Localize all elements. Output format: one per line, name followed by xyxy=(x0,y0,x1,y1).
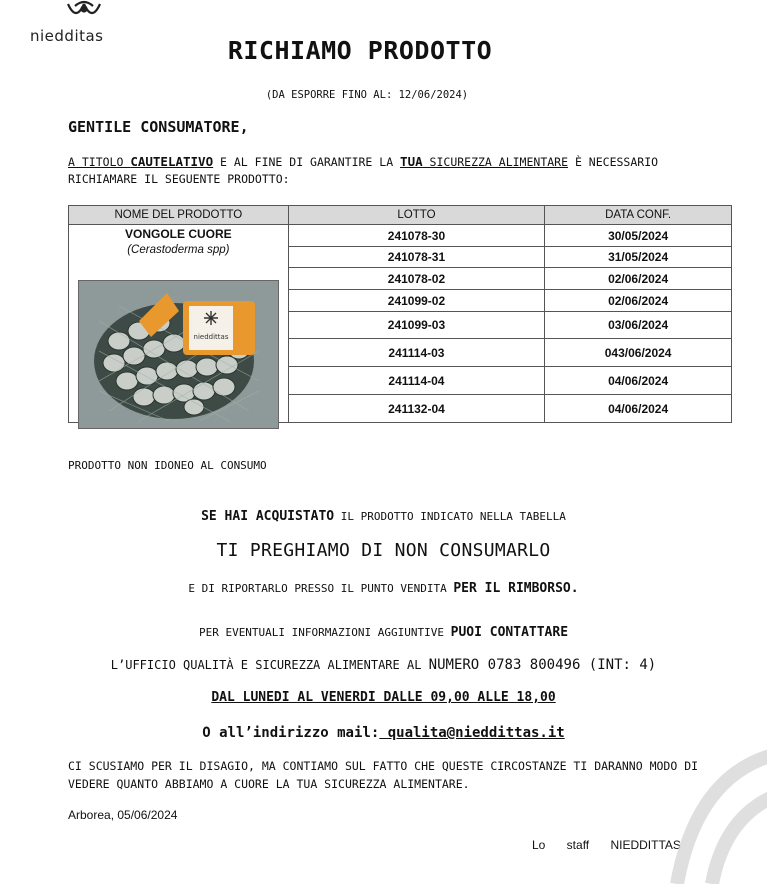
lot-cell: 241099-03 xyxy=(288,312,545,339)
lot-cell: 241078-02 xyxy=(288,268,545,290)
tag-label: nieddittas xyxy=(193,333,229,341)
email-line xyxy=(0,725,767,741)
intro-part: È NECESSARIO RICHIAMARE IL SEGUENTE PRODOTTO: xyxy=(68,155,659,186)
lot-cell: 241114-03 xyxy=(288,339,545,367)
header-date: DATA CONF. xyxy=(545,206,732,225)
lot-cell: 241078-31 xyxy=(288,247,545,268)
date-cell: 02/06/2024 xyxy=(545,268,732,290)
intro-paragraph xyxy=(68,153,708,188)
info-rest: PER EVENTUALI INFORMAZIONI AGGIUNTIVE xyxy=(198,626,451,639)
product-name: VONGOLE CUORE xyxy=(125,227,232,241)
header-product: NOME DEL PRODOTTO xyxy=(69,206,289,225)
intro-part: SICUREZZA ALIMENTARE xyxy=(422,155,569,169)
refund-emph: PER IL RIMBORSO. xyxy=(453,581,579,596)
info-line xyxy=(0,625,767,640)
brand-wordmark: niedditas xyxy=(30,27,104,45)
contact-emph: PUOI CONTATTARE xyxy=(450,625,569,640)
table-row xyxy=(69,225,732,247)
lot-cell: 241114-04 xyxy=(288,367,545,395)
return-line xyxy=(0,581,767,596)
signature: Lo staff NIEDDITTAS xyxy=(532,838,681,852)
intro-emph-cautelativo: CAUTELATIVO xyxy=(130,154,214,169)
date-cell: 03/06/2024 xyxy=(545,312,732,339)
office-label: L’UFFICIO QUALITÀ E SICUREZZA ALIMENTARE AL xyxy=(110,658,429,672)
email-link[interactable]: qualita@nieddittas.it xyxy=(379,725,565,741)
date-cell: 04/06/2024 xyxy=(545,395,732,423)
place-date: Arborea, 05/06/2024 xyxy=(68,808,178,822)
hours-line: DAL LUNEDI AL VENERDI DALLE 09,00 ALLE 18,00 xyxy=(211,690,556,705)
page-title: RICHIAMO PRODOTTO xyxy=(227,36,493,65)
display-until: (DA ESPORRE FINO AL: 12/06/2024) xyxy=(265,89,469,101)
date-cell: 30/05/2024 xyxy=(545,225,732,247)
phone-line xyxy=(0,657,767,673)
lot-cell: 241099-02 xyxy=(288,290,545,312)
product-scientific-name: (Cerastoderma spp) xyxy=(127,244,230,256)
do-not-consume-line: TI PREGHIAMO DI NON CONSUMARLO xyxy=(216,540,551,561)
header-lot: LOTTO xyxy=(288,206,545,225)
watermark-shell-icon xyxy=(657,734,767,884)
intro-emph-tua: TUA xyxy=(400,154,423,169)
purchase-rest: IL PRODOTTO INDICATO NELLA TABELLA xyxy=(334,510,566,523)
purchase-emph: SE HAI ACQUISTATO xyxy=(201,509,335,524)
greeting: GENTILE CONSUMATORE, xyxy=(68,118,249,136)
closing-paragraph: CI SCUSIAMO PER IL DISAGIO, MA CONTIAMO SUL FATTO CHE QUESTE CIRCOSTANZE TI DARANNO MODO DI VEDERE QUANTO ABBIAMO A CUORE LA TUA SICUREZZA ALIMENTARE. xyxy=(68,759,699,791)
lot-cell: 241132-04 xyxy=(288,395,545,423)
unfit-notice: PRODOTTO NON IDONEO AL CONSUMO xyxy=(68,459,267,472)
return-rest: E DI RIPORTARLO PRESSO IL PUNTO VENDITA xyxy=(188,582,454,595)
date-cell: 02/06/2024 xyxy=(545,290,732,312)
shell-mark-icon xyxy=(68,2,100,13)
purchase-line xyxy=(0,509,767,524)
product-photo xyxy=(78,280,279,429)
table-header-row xyxy=(69,206,732,225)
tag-logo-icon xyxy=(204,311,218,325)
email-label: O all’indirizzo mail: xyxy=(202,725,380,741)
date-cell: 043/06/2024 xyxy=(545,339,732,367)
phone-number: NUMERO 0783 800496 (INT: 4) xyxy=(428,657,657,673)
intro-part: A TITOLO xyxy=(68,155,131,169)
date-cell: 04/06/2024 xyxy=(545,367,732,395)
date-cell: 31/05/2024 xyxy=(545,247,732,268)
intro-part: E AL FINE DI GARANTIRE LA xyxy=(213,155,401,169)
lot-cell: 241078-30 xyxy=(288,225,545,247)
